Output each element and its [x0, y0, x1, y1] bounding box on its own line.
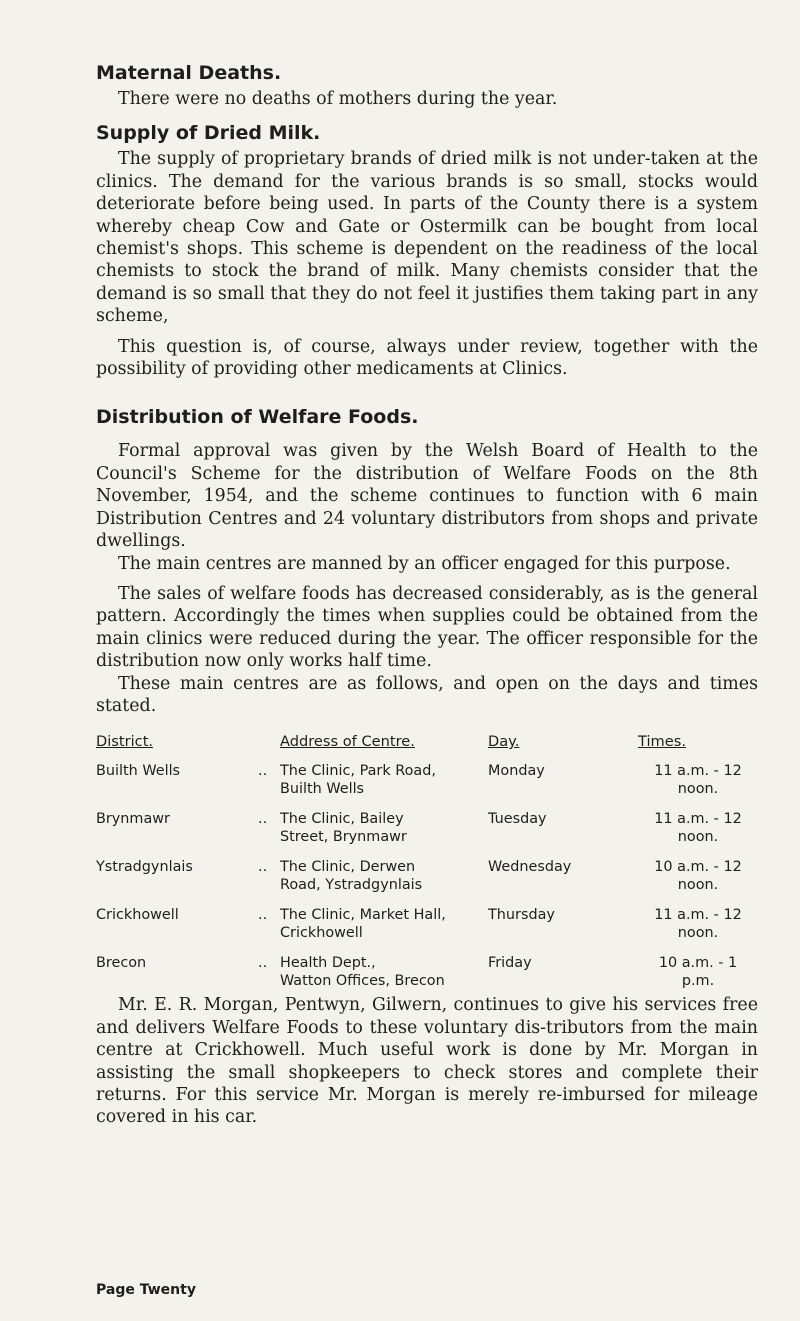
cell-day: Monday	[488, 763, 545, 780]
cell-district: Brynmawr	[96, 811, 170, 828]
table-row	[96, 858, 758, 906]
cell-times: 10 a.m. - 1 p.m.	[658, 955, 738, 990]
header-times: Times.	[638, 733, 686, 751]
cell-day: Friday	[488, 955, 532, 972]
cell-address: .. The Clinic, Market Hall, Crickhowell	[258, 907, 446, 942]
heading-maternal-deaths: Maternal Deaths.	[96, 62, 282, 84]
table-row	[96, 762, 758, 810]
para-dried-milk-1: The supply of proprietary brands of dried milk is not under-taken at the clinics. The demand for the various brands is so small, stocks would deteriorate before being used. In parts of the County there is a system whereby cheap Cow and Gate or Ostermilk can be bought from local chemist's shops. This scheme is dependent on the readiness of the local chemists to stock the brand of milk. Many chemists consider that the demand is so small that they do not feel it justifies them taking part in any scheme,	[96, 149, 758, 327]
cell-address: .. The Clinic, Bailey Street, Brynmawr	[258, 811, 407, 846]
table-header-row	[96, 733, 758, 762]
cell-day: Wednesday	[488, 859, 572, 876]
header-day: Day.	[488, 733, 520, 751]
table-row	[96, 810, 758, 858]
para-welfare-1: Formal approval was given by the Welsh Board of Health to the Council's Scheme for the distribution of Welfare Foods on the 8th November, 1954, and the scheme continues to function with 6 main Distribution Centres and 24 voluntary distributors from shops and private dwellings.	[96, 441, 758, 552]
header-address: Address of Centre.	[280, 733, 415, 751]
para-closing: Mr. E. R. Morgan, Pentwyn, Gilwern, continues to give his services free and delivers Welfare Foods to these voluntary dis-tributors from the main centre at Crickhowell. Much useful work is done by Mr. Morgan in assisting the small shopkeepers to check stores and complete their returns. For this service Mr. Morgan is merely re-imbursed for mileage covered in his car.	[96, 995, 758, 1128]
para-maternal-deaths: There were no deaths of mothers during the year.	[118, 89, 558, 109]
para-welfare-3: The sales of welfare foods has decreased considerably, as is the general pattern. Accordingly the times when supplies could be obtained from the main clinics were reduced during the year. The officer responsible for the distribution now only works half time.	[96, 583, 758, 672]
heading-dried-milk: Supply of Dried Milk.	[96, 122, 321, 145]
page-content	[96, 58, 758, 1129]
table-row	[96, 906, 758, 954]
header-district: District.	[96, 733, 154, 751]
cell-times: 11 a.m. - 12 noon.	[654, 907, 742, 942]
cell-day: Thursday	[488, 907, 555, 924]
para-welfare-4: These main centres are as follows, and open on the days and times stated.	[96, 673, 758, 716]
cell-district: Builth Wells	[96, 763, 181, 780]
centres-table	[96, 733, 758, 1002]
cell-times: 11 a.m. - 12 noon.	[654, 763, 742, 798]
cell-address: .. The Clinic, Park Road, Builth Wells	[258, 763, 436, 798]
cell-address: .. Health Dept., Watton Offices, Brecon	[258, 955, 445, 990]
heading-welfare-foods: Distribution of Welfare Foods.	[96, 406, 419, 429]
cell-district: Ystradgynlais	[96, 859, 193, 876]
para-dried-milk-2: This question is, of course, always under review, together with the possibility of providing other medicaments at Clinics.	[96, 336, 758, 380]
cell-times: 11 a.m. - 12 noon.	[654, 811, 742, 846]
cell-district: Crickhowell	[96, 907, 179, 924]
cell-district: Brecon	[96, 955, 147, 972]
page-footer: Page Twenty	[96, 1282, 196, 1298]
cell-address: .. The Clinic, Derwen Road, Ystradgynlais	[258, 859, 423, 894]
cell-day: Tuesday	[488, 811, 547, 828]
cell-times: 10 a.m. - 12 noon.	[654, 859, 742, 894]
para-welfare-2: The main centres are manned by an officer engaged for this purpose.	[118, 553, 731, 574]
